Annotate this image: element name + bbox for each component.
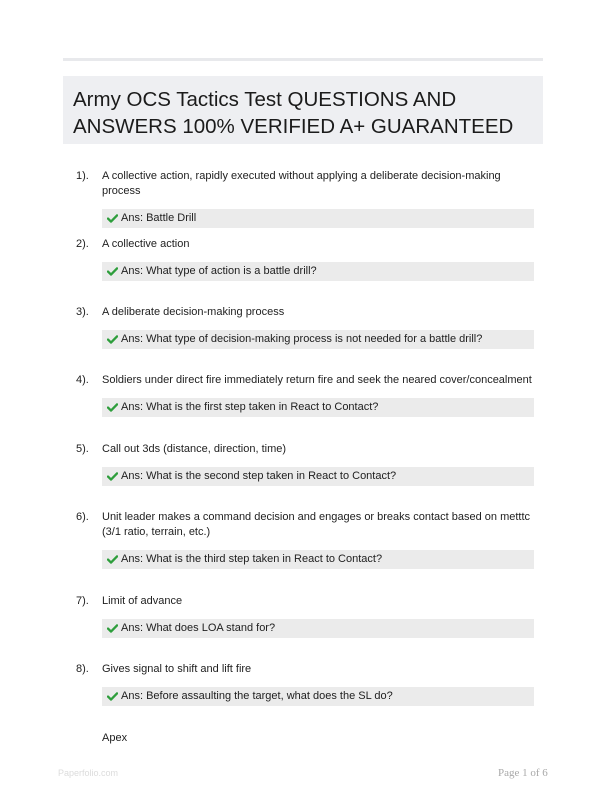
- answer-text: Ans: What is the first step taken in React to Contact?: [121, 401, 379, 413]
- question-number: 1).: [76, 170, 89, 182]
- question-number: 5).: [76, 443, 89, 455]
- check-icon: [107, 330, 119, 349]
- answer-text: Ans: What does LOA stand for?: [121, 622, 276, 634]
- answer-text: Ans: What is the third step taken in React to Contact?: [121, 553, 383, 565]
- question-row: [63, 373, 543, 388]
- answer-box: [102, 262, 534, 281]
- qa-item: [63, 510, 543, 569]
- question-row: [63, 305, 543, 320]
- title-banner: [63, 76, 543, 144]
- question-number: 2).: [76, 238, 89, 250]
- answer-box: [102, 467, 534, 486]
- top-divider: [63, 58, 543, 61]
- qa-item: [63, 662, 543, 706]
- question-text: A deliberate decision-making process: [102, 306, 285, 318]
- answer-box: [102, 687, 534, 706]
- question-text: Call out 3ds (distance, direction, time): [102, 443, 287, 455]
- question-row: [63, 237, 543, 252]
- question-row: [63, 442, 543, 457]
- qa-item: [63, 373, 543, 417]
- page-number: Page 1 of 6: [498, 767, 548, 779]
- check-icon: [107, 467, 119, 486]
- qa-item: [63, 442, 543, 486]
- question-text: Unit leader makes a command decision and engages or breaks contact based on metttc (3/1 ratio, terrain, etc.): [102, 511, 531, 538]
- question-number: 8).: [76, 663, 89, 675]
- check-icon: [107, 619, 119, 638]
- footer-watermark: Paperfolio.com: [58, 768, 119, 778]
- check-icon: [107, 550, 119, 569]
- question-text: A collective action, rapidly executed without applying a deliberate decision-making process: [102, 170, 501, 197]
- question-number: 6).: [76, 511, 89, 523]
- question-number: 7).: [76, 595, 89, 607]
- question-text: A collective action: [102, 238, 190, 250]
- check-icon: [107, 398, 119, 417]
- check-icon: [107, 209, 119, 228]
- qa-item: [63, 594, 543, 638]
- page-title: Army OCS Tactics Test QUESTIONS AND ANSWERS 100% VERIFIED A+ GUARANTEED: [73, 88, 514, 138]
- answer-text: Ans: What is the second step taken in React to Contact?: [121, 470, 397, 482]
- answer-box: [102, 550, 534, 569]
- trailing-text: Apex: [102, 732, 128, 744]
- question-number: 4).: [76, 374, 89, 386]
- answer-text: Ans: Battle Drill: [121, 212, 197, 224]
- question-text: Gives signal to shift and lift fire: [102, 663, 252, 675]
- question-number: 3).: [76, 306, 89, 318]
- question-row: [63, 510, 543, 540]
- question-row: [63, 662, 543, 677]
- qa-item: [63, 169, 543, 228]
- check-icon: [107, 687, 119, 706]
- question-row: [63, 594, 543, 609]
- question-text: Limit of advance: [102, 595, 183, 607]
- answer-text: Ans: What type of action is a battle drill?: [121, 265, 317, 277]
- question-row: [63, 169, 543, 199]
- answer-text: Ans: What type of decision-making process is not needed for a battle drill?: [121, 333, 483, 345]
- answer-box: [102, 330, 534, 349]
- qa-item: [63, 237, 543, 281]
- question-text: Soldiers under direct fire immediately return fire and seek the neared cover/concealment: [102, 374, 532, 386]
- qa-item: [63, 305, 543, 349]
- answer-box: [102, 398, 534, 417]
- answer-box: [102, 209, 534, 228]
- check-icon: [107, 262, 119, 281]
- answer-text: Ans: Before assaulting the target, what does the SL do?: [121, 690, 393, 702]
- answer-box: [102, 619, 534, 638]
